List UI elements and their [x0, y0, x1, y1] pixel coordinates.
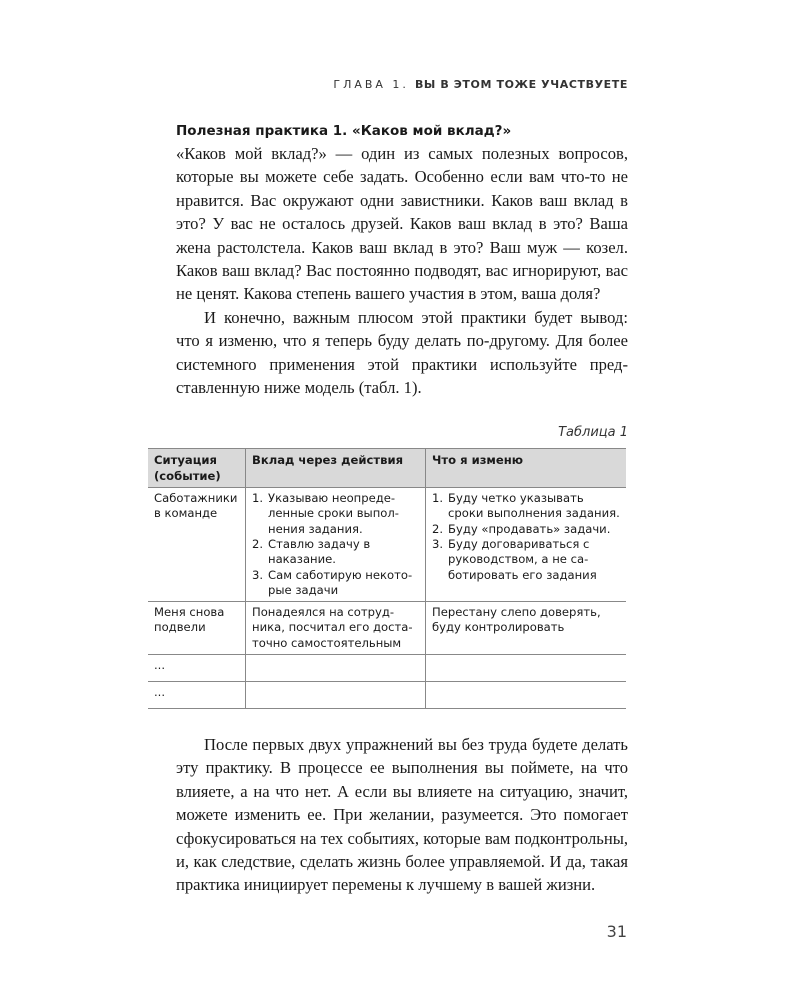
item-text: Ставлю задачу в наказание.: [268, 536, 371, 567]
situation-cell: ...: [148, 655, 246, 682]
item-text: Буду «продавать» задачи.: [448, 521, 611, 536]
item-text: Сам саботирую некоторые задачи: [268, 567, 413, 597]
change-cell: Перестану слепо доверять, буду контролировать: [426, 602, 627, 655]
practice-paragraph-2: И конечно, важным плюсом этой практики будет вывод: что я изменю, что я теперь буду делать по-другому. Для более системного применения этой практики используйте представленную ниже модель (табл. 1).: [176, 307, 628, 398]
list-item: [252, 537, 420, 568]
table-caption: Таблица 1: [558, 425, 628, 441]
page-number: 31: [606, 922, 627, 941]
page-content: [154, 120, 628, 897]
table-header-row: [148, 449, 626, 488]
practice-table: [148, 448, 626, 709]
contribution-list: [252, 491, 420, 598]
situation-cell: ...: [148, 682, 246, 709]
table-row: [148, 682, 626, 709]
practice-paragraph-1: «Каков мой вклад?» — один из самых полезных вопросов, которые вы можете себе задать. Особенно если вам что-то не нравится. Вас окружают одни завистники. Каков ваш вклад в это? У вас не осталось друзей. Каков ваш вклад в это? Ваша жена растолстела. Каков ваш вклад в это? Ваш муж — козел. Каков ваш вклад? Вас постоянно подводят, вас игнорируют, вас не ценят. Какова степень вашего участия в этом, ваша доля?: [176, 144, 628, 304]
list-item: [432, 522, 621, 537]
list-item: [432, 537, 621, 583]
chapter-title: ВЫ В ЭТОМ ТОЖЕ УЧАСТВУЕТЕ: [414, 78, 628, 91]
contribution-cell: Понадеялся на сотрудника, посчитал его достаточно самостоятельным: [246, 602, 426, 655]
running-head: [333, 78, 628, 91]
situation-cell: Меня снова подвели: [148, 602, 246, 655]
item-text: Указываю неопределенные сроки выполнения задания.: [268, 491, 399, 536]
practice-title: Полезная практика 1. «Каков мой вклад?»: [176, 123, 512, 139]
header-contribution: Вклад через действия: [246, 449, 426, 488]
list-item: [432, 491, 621, 522]
table-row: [148, 488, 626, 602]
item-text: Буду четко указывать сроки выполнения задания.: [448, 491, 620, 521]
item-text: Буду договариваться с руководством, а не саботировать его задания: [448, 536, 597, 582]
situation-cell: Саботажники в команде: [148, 488, 246, 602]
change-cell: [426, 488, 627, 602]
contribution-cell: [246, 655, 426, 682]
header-change: Что я изменю: [426, 449, 627, 488]
header-situation: Ситуация (событие): [148, 449, 246, 488]
item-number: 2.: [252, 536, 264, 551]
closing-paragraph: После первых двух упражнений вы без труда будете делать эту практику. В процессе ее выполнения вы поймете, на что влияете, а на что нет. А если вы влияете на ситуацию, значит, можете изменить ее. При желании, разумеется. Это помогает сфокусироваться на тех событиях, которые вам подконтрольны, и, как следствие, сделать жизнь более управляемой. И да, такая практика инициирует перемены к лучшему в вашей жизни.: [176, 735, 628, 895]
list-item: [252, 568, 420, 599]
table-row: [148, 602, 626, 655]
item-number: 1.: [252, 491, 264, 506]
list-item: [252, 491, 420, 537]
contribution-cell: [246, 682, 426, 709]
item-number: 2.: [432, 521, 444, 536]
chapter-label: ГЛАВА 1.: [333, 78, 409, 91]
change-cell: [426, 655, 627, 682]
change-list: [432, 491, 621, 583]
item-number: 3.: [252, 567, 264, 582]
contribution-cell: [246, 488, 426, 602]
change-cell: [426, 682, 627, 709]
item-number: 3.: [432, 536, 444, 551]
item-number: 1.: [432, 491, 444, 506]
table-row: [148, 655, 626, 682]
